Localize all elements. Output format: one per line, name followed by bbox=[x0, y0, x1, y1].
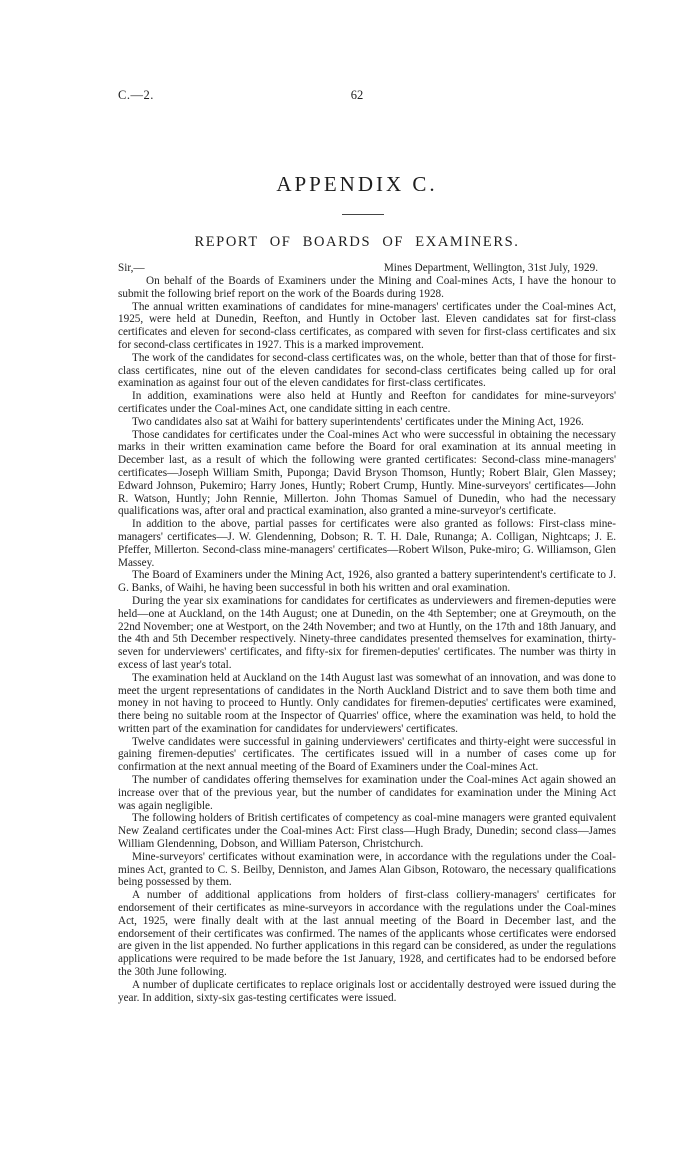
paragraph: In addition, examinations were also held at Huntly and Reefton for candidates for mine-surveyors' certificates under the Coal-mines Act, one candidate sitting in each centre. bbox=[118, 390, 616, 415]
paragraph: In addition to the above, partial passes for certificates were also granted as follows: First-class mine-managers' certificates—J. W. Glendenning, Dobson; R. T. H. Dale, Runanga; A. Colligan, Nightcaps; J. E. Pfeffer, Millerton. Second-class mine-managers' certificates—Robert Wilson, Puke-miro; G. Williamson, Glen Massey. bbox=[118, 518, 616, 569]
paragraph: The examination held at Auckland on the 14th August last was somewhat of an innovation, and was done to meet the urgent representations of candidates in the North Auckland District and to save them both time and money in not having to proceed to Huntly. Only candidates for firemen-deputies' certificates were examined, there being no suitable room at the Inspector of Quarries' office, where the examination was held, to hold the written part of the examination for candidates for underviewers' certificates. bbox=[118, 671, 616, 735]
report-heading: REPORT OF BOARDS OF EXAMINERS. bbox=[194, 234, 520, 250]
paragraph: The following holders of British certificates of competency as coal-mine managers were granted equivalent New Zealand certificates under the Coal-mines Act: First class—Hugh Brady, Dunedin; second class—James William Glendenning, Dobson, and William Paterson, Christchurch. bbox=[118, 812, 616, 851]
paragraph: Mine-surveyors' certificates without examination were, in accordance with the regulations under the Coal-mines Act, granted to C. S. Beilby, Denniston, and James Alan Gibson, Rotowaro, the necessary qualifications being possessed by them. bbox=[118, 850, 616, 889]
paragraph: On behalf of the Boards of Examiners under the Mining and Coal-mines Acts, I have the honour to submit the following brief report on the work of the Boards during 1928. bbox=[118, 275, 616, 300]
paragraph: Twelve candidates were successful in gaining underviewers' certificates and thirty-eight were successful in gaining firemen-deputies' certificates. The certificates issued will in a number of cases come up for confirmation at the next annual meeting of the Board of Examiners under the Coal-mines Act. bbox=[118, 735, 616, 774]
paragraph: A number of duplicate certificates to replace originals lost or accidentally destroyed were issued during the year. In addition, sixty-six gas-testing certificates were issued. bbox=[118, 978, 616, 1004]
salutation-line bbox=[118, 262, 616, 276]
page-number: 62 bbox=[350, 88, 364, 102]
paragraph: The Board of Examiners under the Mining Act, 1926, also granted a battery superintendent's certificate to J. G. Banks, of Waihi, he having been successful in both his written and oral examination. bbox=[118, 569, 616, 595]
dateline: Mines Department, Wellington, 31st July, 1929. bbox=[383, 262, 598, 274]
paragraph: The number of candidates offering themselves for examination under the Coal-mines Act again showed an increase over that of the previous year, but the number of candidates for examination under the Mining Act was again negligible. bbox=[118, 774, 616, 812]
title-divider bbox=[342, 214, 384, 215]
paragraph: Two candidates also sat at Waihi for battery superintendents' certificates under the Mining Act, 1926. bbox=[132, 415, 584, 428]
paragraph: During the year six examinations for candidates for certificates as underviewers and firemen-deputies were held—one at Auckland, on the 14th August; one at Dunedin, on the 4th September; one at Greymouth, on the 22nd November; one at Westport, on the 24th November; and two at Huntly, on the 17th and 18th January, and the 4th and 5th December respectively. Ninety-three candidates presented themselves for examination, thirty-seven for underviewers' certificates, and fifty-six for firemen-deputies' certificates. The number was thirty in excess of last year's total. bbox=[118, 594, 616, 671]
paragraph: The work of the candidates for second-class certificates was, on the whole, better than that of those for first-class certificates, nine out of the eleven candidates for second-class certificates being called up for oral examination as against four out of the eleven candidates for first-class certificates. bbox=[118, 351, 616, 390]
salutation: Sir,— bbox=[118, 262, 145, 274]
document-reference: C.—2. bbox=[118, 88, 154, 102]
appendix-title: APPENDIX C. bbox=[276, 172, 438, 196]
paragraph: Those candidates for certificates under the Coal-mines Act who were successful in obtaining the necessary marks in their written examination came before the Board for oral examination at its annual meeting in December last, as a result of which the following were granted certificates: Second-class mine-managers' certificates—Joseph William Smith, Puponga; David Bryson Thomson, Huntly; Robert Blair, Glen Massey; Edward Johnson, Pukemiro; Harry Jones, Huntly; Robert Crump, Huntly. Mine-surveyors' certificates—John R. Watson, Huntly; John Rennie, Millerton. John Thomas Samuel of Dunedin, who had the necessary qualifications was, after oral and practical examination, also granted a mine-surveyor's certificate. bbox=[118, 428, 616, 518]
report-body bbox=[118, 275, 616, 1004]
paragraph: A number of additional applications from holders of first-class colliery-managers' certificates for endorsement of their certificates as mine-surveyors in accordance with the regulations under the Coal-mines Act, 1925, were finally dealt with at the last annual meeting of the Board in December last, and the endorsement of their certificates was confirmed. The names of the applicants whose certificates were endorsed are given in the list appended. No further applications in this regard can be considered, as under the regulations applications were required to be made before the 1st January, 1928, and certificates had to be endorsed before the 30th June following. bbox=[118, 889, 616, 979]
paragraph: The annual written examinations of candidates for mine-managers' certificates under the Coal-mines Act, 1925, were held at Dunedin, Reefton, and Huntly in October last. Eleven candidates sat for first-class certificates and eleven for second-class certificates, as compared with seven for first-class certificates and six for second-class certificates in 1927. This is a marked improvement. bbox=[118, 300, 616, 351]
